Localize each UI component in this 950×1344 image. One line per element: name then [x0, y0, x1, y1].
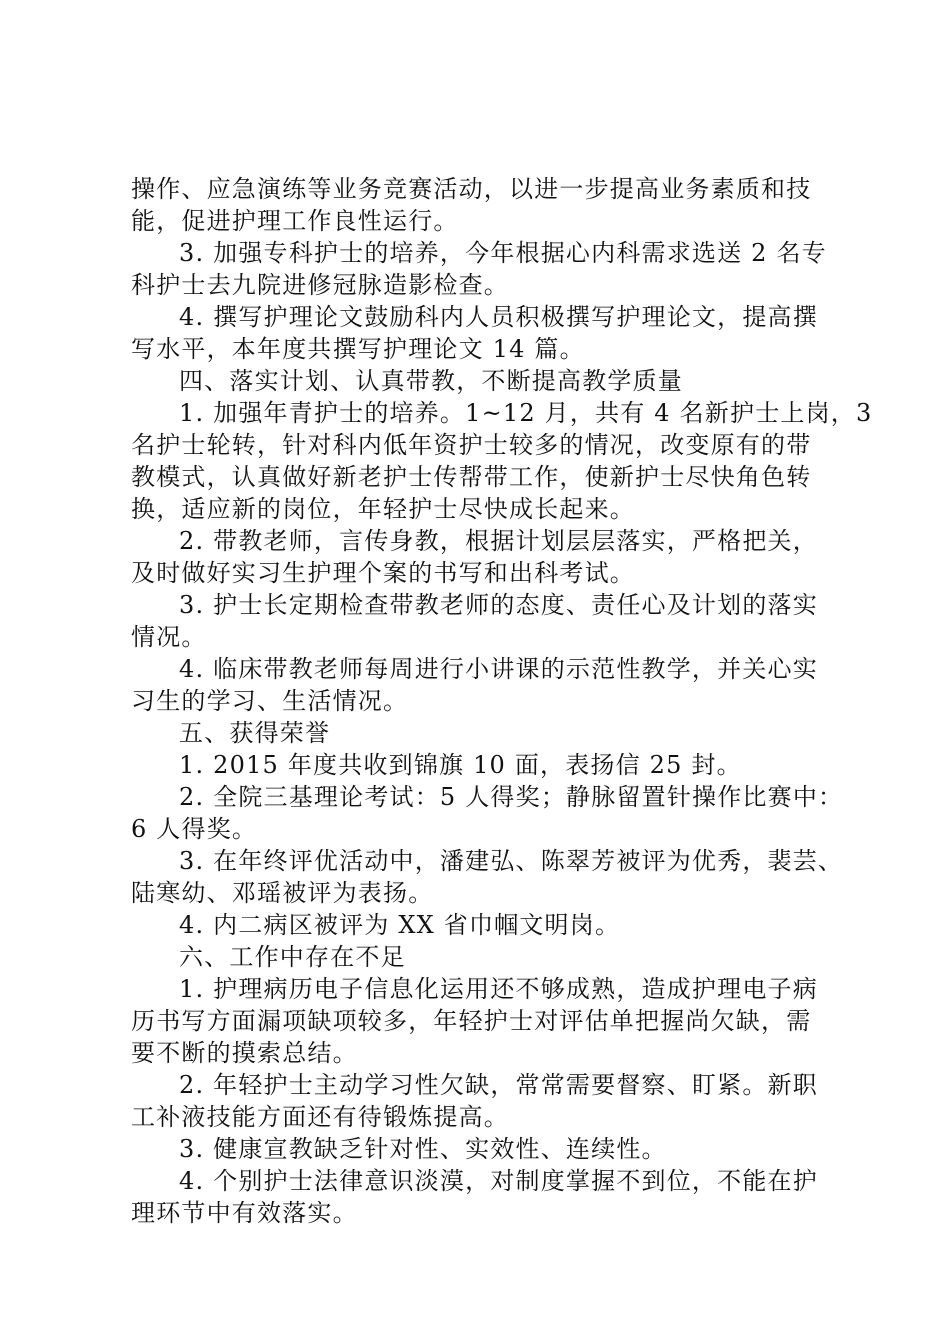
list-item-line: 3. 在年终评优活动中，潘建弘、陈翠芳被评为优秀，裴芸、 [179, 847, 844, 875]
text-line: 理环节中有效落实。 [131, 1199, 358, 1227]
text-line: 陆寒幼、邓瑶被评为表扬。 [131, 879, 434, 907]
text-line: 科护士去九院进修冠脉造影检查。 [131, 271, 509, 299]
section-heading: 六、工作中存在不足 [179, 943, 406, 971]
text-line: 换，适应新的岗位，年轻护士尽快成长起来。 [131, 495, 635, 523]
text-line: 及时做好实习生护理个案的书写和出科考试。 [131, 559, 635, 587]
text-line: 历书写方面漏项缺项较多，年轻护士对评估单把握尚欠缺，需 [131, 1007, 812, 1035]
list-item-line: 2. 全院三基理论考试：5 人得奖；静脉留置针操作比赛中： [179, 783, 844, 811]
text-line: 能，促进护理工作良性运行。 [131, 207, 459, 235]
text-line: 工补液技能方面还有待锻炼提高。 [131, 1103, 509, 1131]
text-line: 习生的学习、生活情况。 [131, 687, 409, 715]
list-item-line: 1. 加强年青护士的培养。1~12 月，共有 4 名新护士上岗，3 [179, 399, 873, 427]
document-body [131, 173, 873, 1229]
list-item-line: 3. 护士长定期检查带教老师的态度、责任心及计划的落实 [179, 591, 818, 619]
section-heading: 五、获得荣誉 [179, 719, 331, 747]
text-line: 写水平，本年度共撰写护理论文 14 篇。 [131, 335, 585, 363]
list-item-line: 4. 个别护士法律意识淡漠，对制度掌握不到位，不能在护 [179, 1167, 818, 1195]
text-line: 教模式，认真做好新老护士传帮带工作，使新护士尽快角色转 [131, 463, 812, 491]
list-item-line: 2. 年轻护士主动学习性欠缺，常常需要督察、盯紧。新职 [179, 1071, 818, 1099]
list-item-line: 3. 健康宣教缺乏针对性、实效性、连续性。 [179, 1135, 667, 1163]
list-item-line: 1. 护理病历电子信息化运用还不够成熟，造成护理电子病 [179, 975, 818, 1003]
list-item-line: 4. 临床带教老师每周进行小讲课的示范性教学，并关心实 [179, 655, 818, 683]
list-item-line: 3. 加强专科护士的培养，今年根据心内科需求选送 2 名专 [179, 239, 827, 267]
text-line: 6 人得奖。 [131, 815, 258, 843]
text-line: 操作、应急演练等业务竞赛活动，以进一步提高业务素质和技 [131, 175, 812, 203]
text-line: 要不断的摸索总结。 [131, 1039, 358, 1067]
section-heading: 四、落实计划、认真带教，不断提高教学质量 [179, 367, 683, 395]
text-line: 名护士轮转，针对科内低年资护士较多的情况，改变原有的带 [131, 431, 812, 459]
text-line: 情况。 [131, 623, 207, 651]
list-item-line: 4. 内二病区被评为 XX 省巾帼文明岗。 [179, 911, 621, 939]
list-item-line: 4. 撰写护理论文鼓励科内人员积极撰写护理论文，提高撰 [179, 303, 818, 331]
list-item-line: 1. 2015 年度共收到锦旗 10 面，表扬信 25 封。 [179, 751, 742, 779]
list-item-line: 2. 带教老师，言传身教，根据计划层层落实，严格把关， [179, 527, 818, 555]
